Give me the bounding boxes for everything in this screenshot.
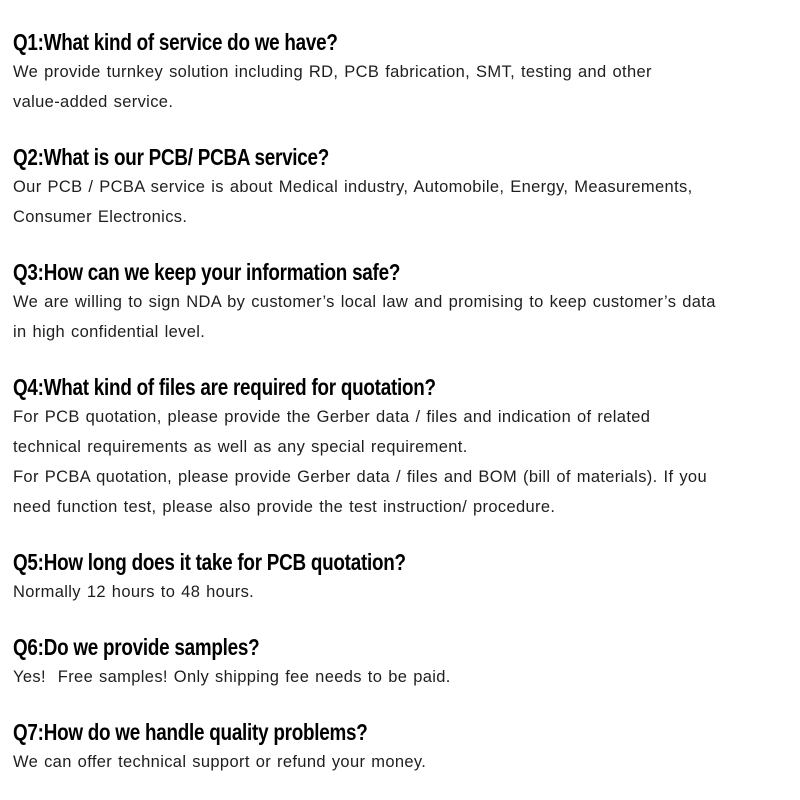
faq-question: Q5:How long does it take for PCB quotation? [13,549,406,575]
faq-answer [13,172,790,232]
faq-answer-line: Consumer Electronics. [13,208,188,226]
faq-item [13,372,790,522]
faq-item [13,547,790,607]
faq-answer-line: need function test, please also provide the test instruction/ procedure. [13,498,556,516]
faq-answer-line: For PCB quotation, please provide the Gerber data / files and indication of related [13,408,651,426]
faq-answer [13,747,790,777]
faq-answer [13,577,790,607]
faq-answer [13,57,790,117]
faq-answer-line: Yes! Free samples! Only shipping fee needs to be paid. [13,668,451,686]
faq-answer-line: For PCBA quotation, please provide Gerber data / files and BOM (bill of materials). If you [13,468,707,486]
faq-answer-line: technical requirements as well as any special requirement. [13,438,468,456]
faq-list [13,27,790,777]
faq-item [13,632,790,692]
faq-question: Q4:What kind of files are required for quotation? [13,374,436,400]
faq-question: Q3:How can we keep your information safe? [13,259,401,285]
faq-question: Q6:Do we provide samples? [13,634,260,660]
faq-item [13,27,790,117]
faq-answer-line: Normally 12 hours to 48 hours. [13,583,255,601]
faq-answer-line: We are willing to sign NDA by customer’s local law and promising to keep customer’s data [13,293,716,311]
faq-answer-line: value-added service. [13,93,174,111]
faq-answer-line: We can offer technical support or refund your money. [13,753,427,771]
faq-question: Q2:What is our PCB/ PCBA service? [13,144,330,170]
faq-item [13,717,790,777]
faq-answer [13,287,790,347]
faq-answer-line: We provide turnkey solution including RD, PCB fabrication, SMT, testing and other [13,63,652,81]
faq-question: Q7:How do we handle quality problems? [13,719,368,745]
faq-question: Q1:What kind of service do we have? [13,29,338,55]
faq-item [13,142,790,232]
faq-answer [13,662,790,692]
faq-item [13,257,790,347]
faq-answer-line: Our PCB / PCBA service is about Medical industry, Automobile, Energy, Measurements, [13,178,693,196]
faq-answer-line: in high confidential level. [13,323,206,341]
faq-answer [13,402,790,522]
